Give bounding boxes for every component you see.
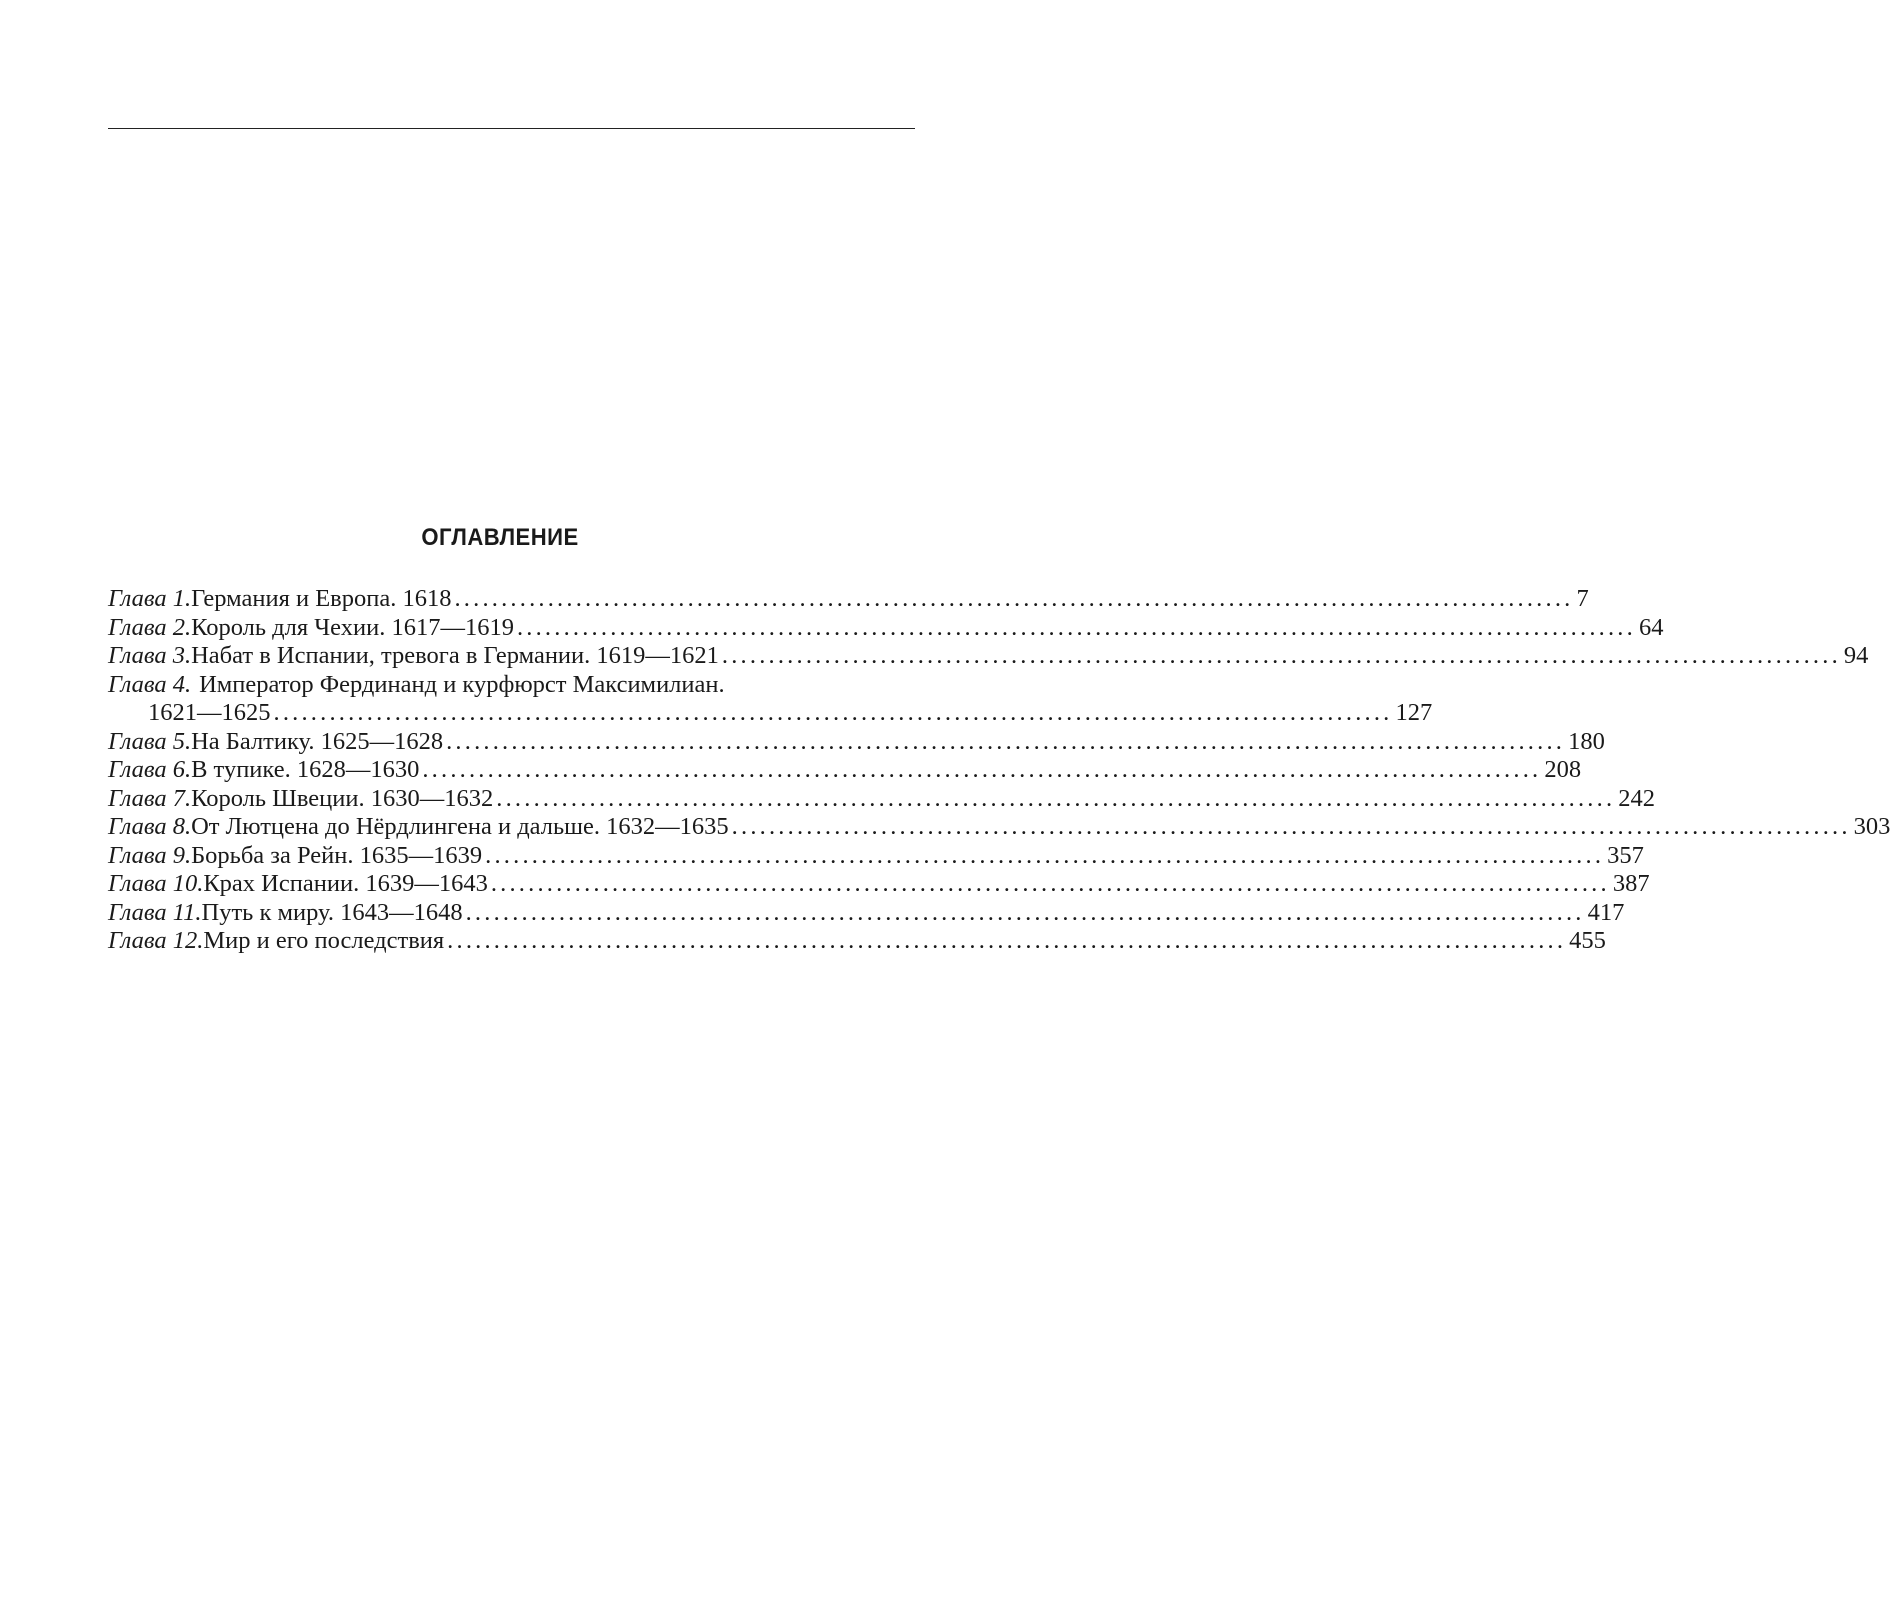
page-number: 417 [1587, 898, 1625, 926]
chapter-title: Император Фердинанд и курфюрст Максимилиан. [199, 670, 725, 698]
dot-leader: ........................................................................................................................ [485, 841, 1605, 869]
chapter-label: Глава 5. [108, 727, 192, 755]
dot-leader: ........................................................................................................................ [490, 870, 1610, 897]
dot-leader: ........................................................................................................................ [465, 898, 1585, 926]
page-number: 303 [1853, 813, 1890, 840]
toc-entry[interactable] [108, 727, 1605, 757]
chapter-title: В тупике. 1628—1630 [191, 756, 420, 783]
chapter-title: Король для Чехии. 1617—1619 [191, 613, 514, 641]
toc-entry[interactable] [108, 784, 1656, 814]
chapter-title: Путь к миру. 1643—1648 [201, 898, 463, 926]
page-number: 64 [1638, 613, 1664, 641]
toc-entry[interactable] [108, 898, 1625, 928]
page-number: 242 [1618, 784, 1656, 812]
chapter-label: Глава 6. [108, 756, 192, 783]
dot-leader: ........................................................................................................................ [447, 927, 1567, 954]
chapter-label: Глава 11. [108, 898, 202, 926]
chapter-title: От Лютцена до Нёрдлингена и дальше. 1632—1635 [191, 813, 729, 840]
toc-entry[interactable] [108, 613, 1664, 643]
table-of-contents [108, 585, 1890, 956]
chapter-title: Борьба за Рейн. 1635—1639 [191, 841, 483, 869]
chapter-title-continuation: 1621—1625 [148, 699, 271, 726]
toc-entry[interactable] [108, 870, 1650, 899]
page-number: 127 [1395, 699, 1433, 726]
chapter-label: Глава 3. [108, 642, 192, 669]
page-number: 387 [1612, 870, 1650, 897]
chapter-label: Глава 8. [108, 813, 192, 840]
chapter-label: Глава 12. [108, 927, 204, 954]
toc-entry[interactable] [108, 642, 1869, 671]
page-number: 94 [1843, 642, 1869, 669]
chapter-title: На Балтику. 1625—1628 [191, 727, 444, 755]
dot-leader: ........................................................................................................................ [516, 613, 1636, 641]
chapter-title: Крах Испании. 1639—1643 [203, 870, 488, 897]
toc-entry[interactable] [108, 585, 1589, 614]
dot-leader: ........................................................................................................................ [273, 699, 1393, 726]
toc-entry[interactable] [108, 841, 1644, 871]
dot-leader: ........................................................................................................................ [446, 727, 1566, 755]
chapter-title: Король Швеции. 1630—1632 [191, 784, 494, 812]
toc-title: ОГЛАВЛЕНИЕ [421, 524, 579, 551]
chapter-label: Глава 4. [108, 670, 192, 698]
toc-entry[interactable] [108, 813, 1890, 842]
chapter-title: Германия и Европа. 1618 [191, 585, 452, 612]
dot-leader: ........................................................................................................................ [721, 642, 1841, 669]
toc-entry-multiline[interactable] [108, 670, 1433, 728]
page-number: 455 [1569, 927, 1606, 954]
chapter-label: Глава 1. [108, 585, 192, 612]
chapter-label: Глава 2. [108, 613, 192, 641]
dot-leader: ........................................................................................................................ [496, 784, 1616, 812]
dot-leader: ........................................................................................................................ [454, 585, 1574, 612]
page-number: 208 [1544, 756, 1582, 783]
toc-entry[interactable] [108, 927, 1606, 956]
dot-leader: ........................................................................................................................ [731, 813, 1851, 840]
chapter-title: Мир и его последствия [203, 927, 445, 954]
page-number: 357 [1607, 841, 1644, 869]
page-number: 180 [1568, 727, 1605, 755]
toc-entry[interactable] [108, 756, 1582, 785]
page-number: 7 [1576, 585, 1589, 612]
chapter-title: Набат в Испании, тревога в Германии. 1619—1621 [191, 642, 719, 669]
dot-leader: ........................................................................................................................ [422, 756, 1542, 783]
chapter-label: Глава 10. [108, 870, 204, 897]
chapter-label: Глава 7. [108, 784, 192, 812]
chapter-label: Глава 9. [108, 841, 192, 869]
top-rule [108, 128, 915, 129]
